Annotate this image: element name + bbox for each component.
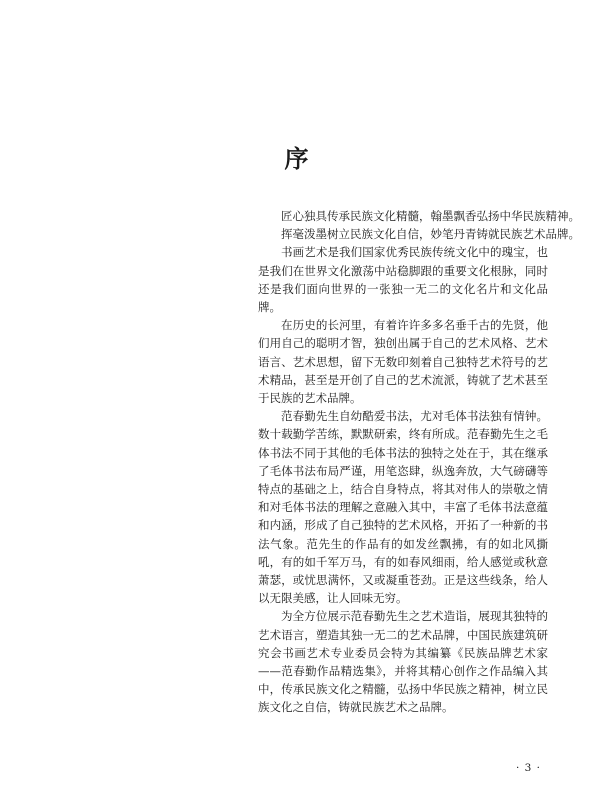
paragraph-1: 书画艺术是我们国家优秀民族传统文化中的瑰宝，也是我们在世界文化激荡中站稳脚跟的重要文化根脉，同时还是我们面向世界的一张独一无二的文化名片和文化品牌。 [258,245,548,315]
preface-body [258,207,580,717]
couplet-line-1: 匠心独具传承民族文化精髓，翰墨飘香弘扬中华民族精神。 [281,209,580,223]
paragraph-3: 范春勤先生自幼酷爱书法，尤对毛体书法独有情钟。数十载勤学苦练，默默研索，终有所成。范春勤先生之毛体书法不同于其他的毛体书法的独特之处在于，其在继承了毛体书法布局严谨，用笔恣肆，纵逸奔放，大气磅礴等特点的基础之上，结合自身特点，将其对伟人的崇敬之情和对毛体书法的理解之意融入其中，丰富了毛体书法意蕴和内涵，形成了自己独特的艺术风格，开拓了一种新的书法气象。范先生的作品有的如发丝飘拂，有的如北风撕吼，有的如千军万马，有的如春风细雨，给人感觉或秋意萧瑟，或忧思满怀，又或凝重苍劲。正是这些线条，给人以无限美感，让人回味无穷。 [258,409,548,606]
page-title: 序 [284,144,311,173]
page-number: · 3 · [515,762,541,774]
paragraph-4: 为全方位展示范春勤先生之艺术造诣，展现其独特的艺术语言，塑造其独一无二的艺术品牌，中国民族建筑研究会书画艺术专业委员会特为其编纂《民族品牌艺术家——范春勤作品精选集》，并将其精心创作之作品编入其中，传承民族文化之精髓，弘扬中华民族之精神，树立民族文化之自信，铸就民族艺术之品牌。 [258,609,548,715]
couplet-line-2: 挥毫泼墨树立民族文化自信，妙笔丹青铸就民族艺术品牌。 [281,227,580,242]
paragraph-2: 在历史的长河里，有着许许多多名垂千古的先贤，他们用自己的聪明才智，独创出属于自己的艺术风格、艺术语言、艺术思想，留下无数印刻着自己独特艺术符号的艺术精品，甚至是开创了自己的艺术流派，铸就了艺术甚至于民族的艺术品牌。 [258,318,548,406]
